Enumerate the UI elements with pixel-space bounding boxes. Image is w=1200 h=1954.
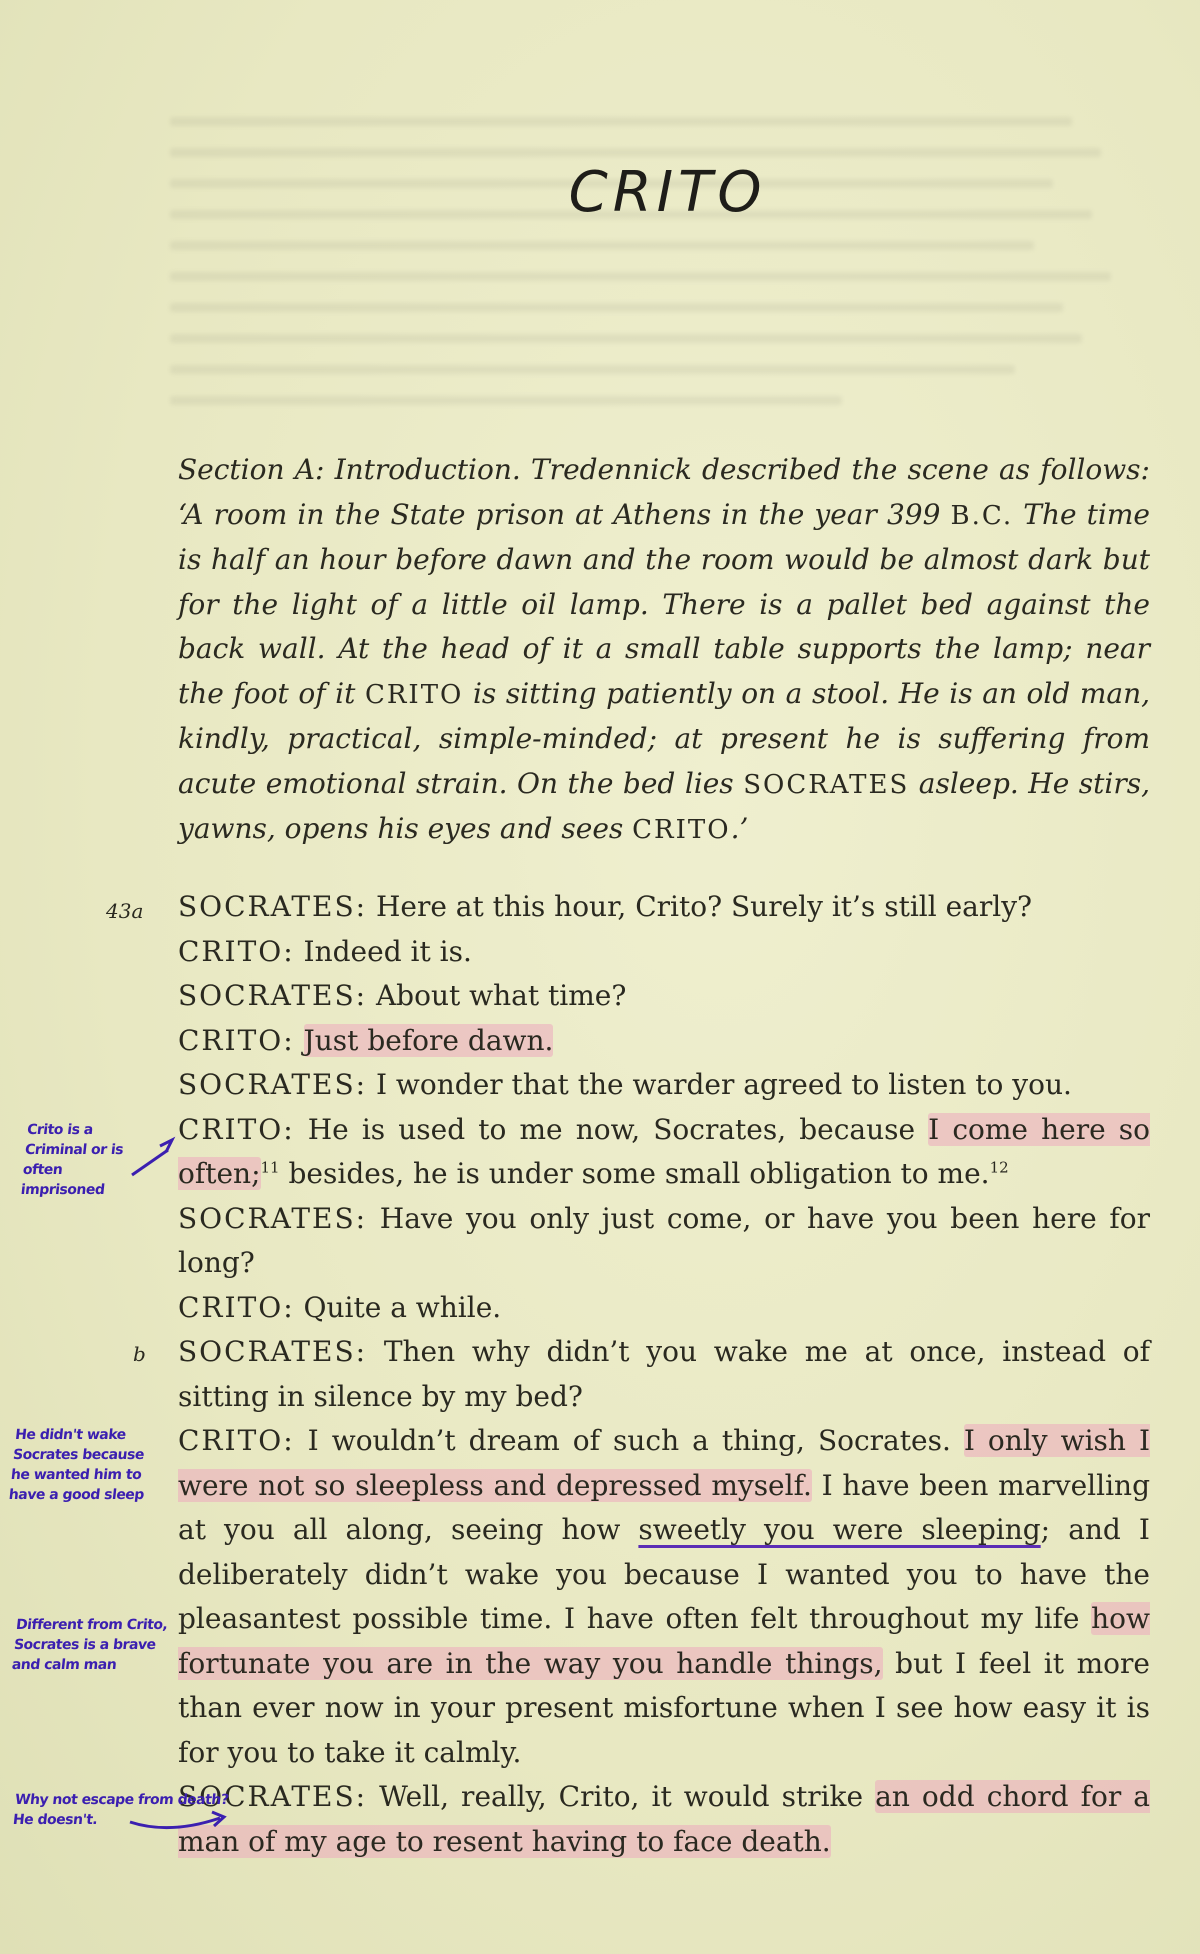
speaker-label: CRITO: xyxy=(178,1290,295,1324)
annotation-arrow-head xyxy=(160,1140,172,1152)
dialogue-text: He is used to me now, Socrates, because xyxy=(294,1112,929,1146)
highlighted-text: an odd chord for a man of my age to resent having to face death. xyxy=(178,1780,1150,1858)
handwritten-annotation: He didn't wake Socrates because he wanted him to have a good sleep xyxy=(8,1427,145,1503)
section-heading: Section A: Introduction. Tredennick described the scene as follows: xyxy=(178,453,1150,486)
dialogue-text: ; and I deliberately didn’t wake you because I wanted you to have the pleasantest possible time. I have often felt throughout my life xyxy=(178,1513,1150,1635)
dialogue-line xyxy=(178,1775,1150,1864)
speaker-label: SOCRATES: xyxy=(178,1201,368,1235)
dialogue-line xyxy=(178,1330,1150,1419)
dialogue-text: Indeed it is. xyxy=(294,934,472,968)
intro-text: is sitting patiently on a stool. He is an old man, kindly, practical, simple-minded; at present he is suffering from acute emotional strain. On the bed lies xyxy=(178,676,1151,800)
intro-text: asleep. He stirs, yawns, opens his eyes and sees xyxy=(178,766,1150,845)
dialogue-line xyxy=(178,885,1150,930)
speaker-label: CRITO: xyxy=(178,934,295,968)
intro-text: The time is half an hour before dawn and the room would be almost dark but for the light of a little oil lamp. There is a pallet bed against the back wall. At the head of it a small table supports the lamp; near the foot of it xyxy=(178,497,1150,710)
speaker-label: CRITO: xyxy=(178,1424,295,1457)
highlighted-text: how fortunate you are in the way you handle things, xyxy=(178,1602,1150,1680)
dialogue-line xyxy=(178,1108,1150,1197)
dialogue-text: I wonder that the warder agreed to listen to you. xyxy=(367,1068,1072,1101)
margin-stephanus-b: b xyxy=(133,1342,146,1366)
dialogue-text: Quite a while. xyxy=(294,1290,502,1324)
dialogue-text: Then why didn’t you wake me at once, instead of sitting in silence by my bed? xyxy=(178,1335,1150,1413)
bleed-through-text xyxy=(170,95,1130,440)
dialogue-text: Well, really, Crito, it would strike xyxy=(367,1780,876,1813)
highlighted-text: I come here so often; xyxy=(178,1112,1150,1190)
dialogue-line xyxy=(178,1419,1150,1775)
intro-text: .’ xyxy=(730,812,749,845)
dialogue-text: I wouldn’t dream of such a thing, Socrates. xyxy=(294,1424,964,1457)
handwritten-annotation: Different from Crito, Socrates is a brave and calm man xyxy=(11,1617,169,1673)
highlighted-text: I only wish I were not so sleepless and depressed myself. xyxy=(178,1424,1150,1502)
handwritten-annotation: Crito is a Criminal or is often imprisoned xyxy=(20,1122,124,1198)
dialogue-text: but I feel it more than ever now in your present misfortune when I see how easy it is for you to take it calmly. xyxy=(178,1646,1150,1769)
dialogue xyxy=(178,885,1150,1864)
dialogue-line xyxy=(178,1063,1150,1108)
margin-stephanus-43a: 43a xyxy=(106,899,144,923)
handwritten-annotation: Why not escape from death? He doesn't. xyxy=(12,1792,230,1828)
highlighted-text: Just before dawn. xyxy=(303,1023,554,1057)
page-title: CRITO xyxy=(568,160,767,225)
footnote-ref: 11 xyxy=(260,1158,280,1177)
dialogue-line xyxy=(178,1286,1150,1331)
speaker-label: CRITO: xyxy=(178,1112,295,1146)
dialogue-line xyxy=(178,974,1150,1019)
underlined-text: sweetly you were sleeping xyxy=(638,1513,1041,1546)
intro-name-crito: CRITO xyxy=(364,679,464,710)
speaker-label: SOCRATES: xyxy=(178,1068,368,1101)
speaker-label: CRITO: xyxy=(178,1023,295,1057)
speaker-label: SOCRATES: xyxy=(178,1780,368,1813)
dialogue-text: I have been marvelling at you all along, seeing how xyxy=(178,1468,1151,1546)
dialogue-line xyxy=(178,930,1150,975)
dialogue-text: Here at this hour, Crito? Surely it’s still early? xyxy=(367,890,1033,923)
dialogue-text: About what time? xyxy=(367,979,627,1012)
intro-text: ‘A room in the State prison at Athens in the year 399 xyxy=(178,497,951,531)
dialogue-line xyxy=(178,1197,1150,1286)
section-introduction xyxy=(178,448,1150,853)
dialogue-text: Have you only just come, or have you been here for long? xyxy=(178,1201,1150,1279)
speaker-label: SOCRATES: xyxy=(178,979,368,1012)
dialogue-text: besides, he is under some small obligation to me. xyxy=(279,1157,990,1190)
footnote-ref: 12 xyxy=(989,1158,1009,1177)
dialogue-line xyxy=(178,1019,1150,1064)
intro-name-crito: CRITO xyxy=(632,815,731,845)
intro-name-socrates: SOCRATES xyxy=(743,769,910,800)
speaker-label: SOCRATES: xyxy=(178,890,368,923)
intro-bc: B.C. xyxy=(950,500,1014,531)
speaker-label: SOCRATES: xyxy=(178,1335,368,1368)
